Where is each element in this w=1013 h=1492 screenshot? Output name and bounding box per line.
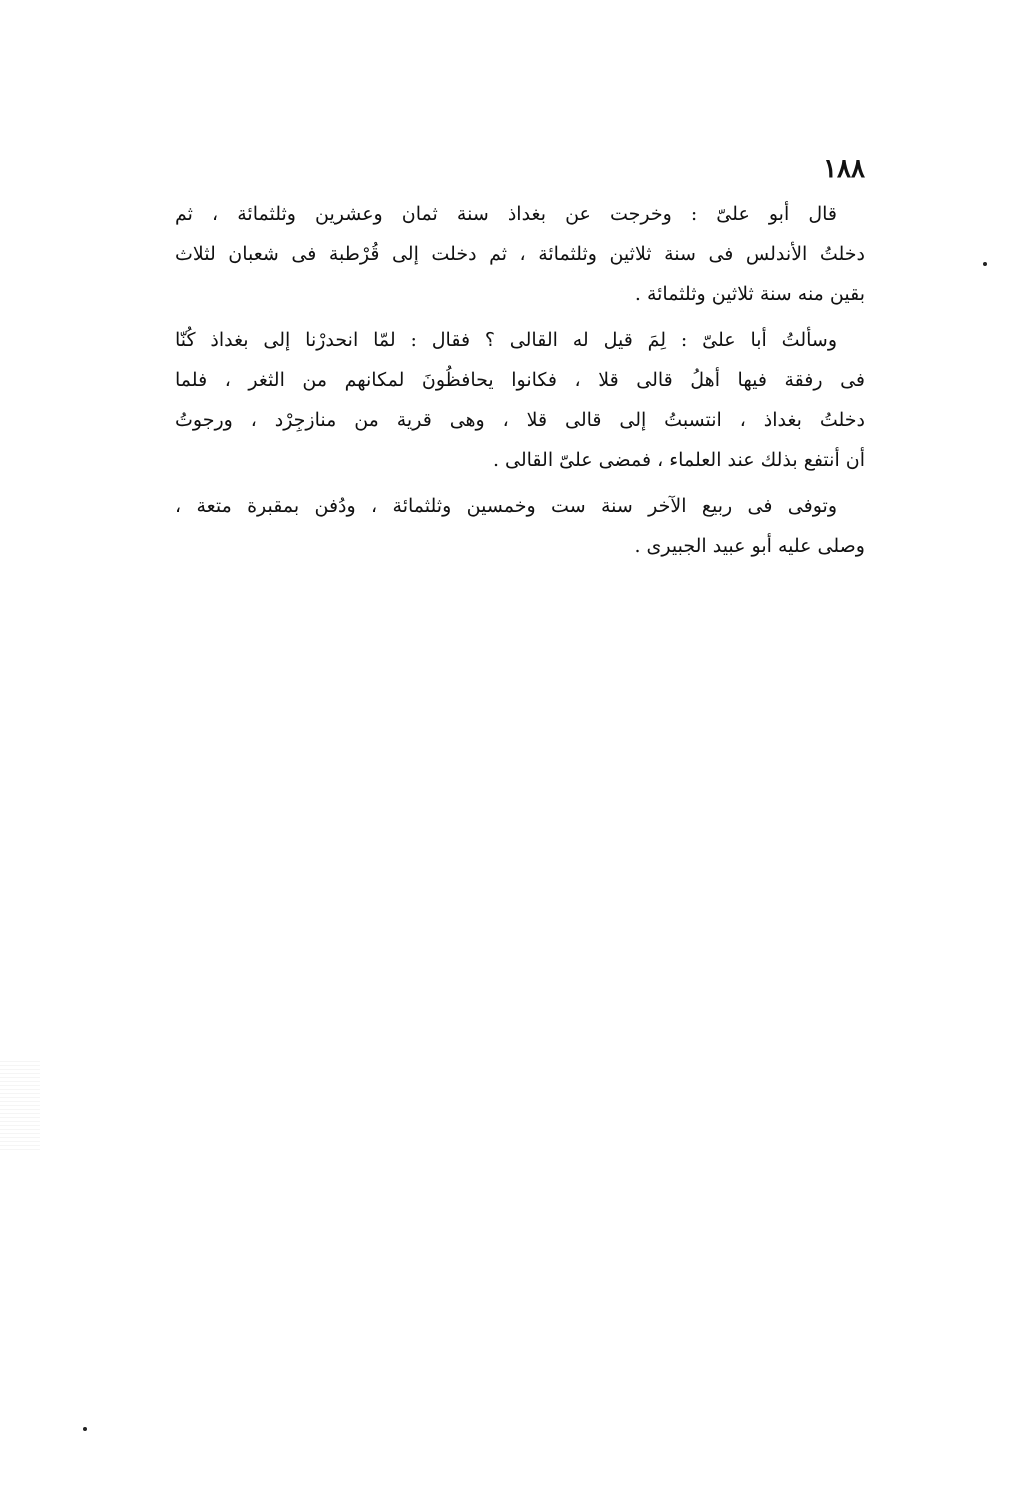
text-line: بقين منه سنة ثلاثين وثلثمائة .: [634, 283, 865, 305]
text-line: دخلتُ بغداذ ، انتسبتُ إلى قالى قلا ، وهى قرية من منازجِرْد ، ورجوتُ: [175, 409, 865, 431]
page-number: ١٨٨: [823, 154, 865, 184]
body-text: [175, 194, 865, 566]
text-line: قال أبو علىّ : وخرجت عن بغداذ سنة ثمان وعشرين وثلثمائة ، ثم: [175, 203, 837, 225]
text-line: وسألتُ أبا علىّ : لِمَ قيل له القالى ؟ فقال : لمّا انحدرْنا إلى بغداذ كُنّا: [175, 329, 837, 351]
text-line: فى رفقة فيها أهلُ قالى قلا ، فكانوا يحافظُونَ لمكانهم من الثغر ، فلما: [175, 369, 865, 391]
paragraph-3: [175, 486, 865, 566]
scan-noise: [0, 1060, 40, 1150]
text-line: وصلى عليه أبو عبيد الجبيرى .: [634, 535, 865, 557]
text-line: دخلتُ الأندلس فى سنة ثلاثين وثلثمائة ، ثم دخلت إلى قُرْطبة فى شعبان لثلاث: [175, 243, 865, 265]
text-line: أن أنتفع بذلك عند العلماء ، فمضى علىّ القالى .: [492, 449, 865, 471]
paragraph-2: [175, 320, 865, 480]
scan-speck: [983, 262, 987, 266]
paragraph-1: [175, 194, 865, 314]
scan-speck: [83, 1427, 87, 1431]
text-line: وتوفى فى ربيع الآخر سنة ست وخمسين وثلثمائة ، ودُفن بمقبرة متعة ،: [175, 495, 837, 517]
